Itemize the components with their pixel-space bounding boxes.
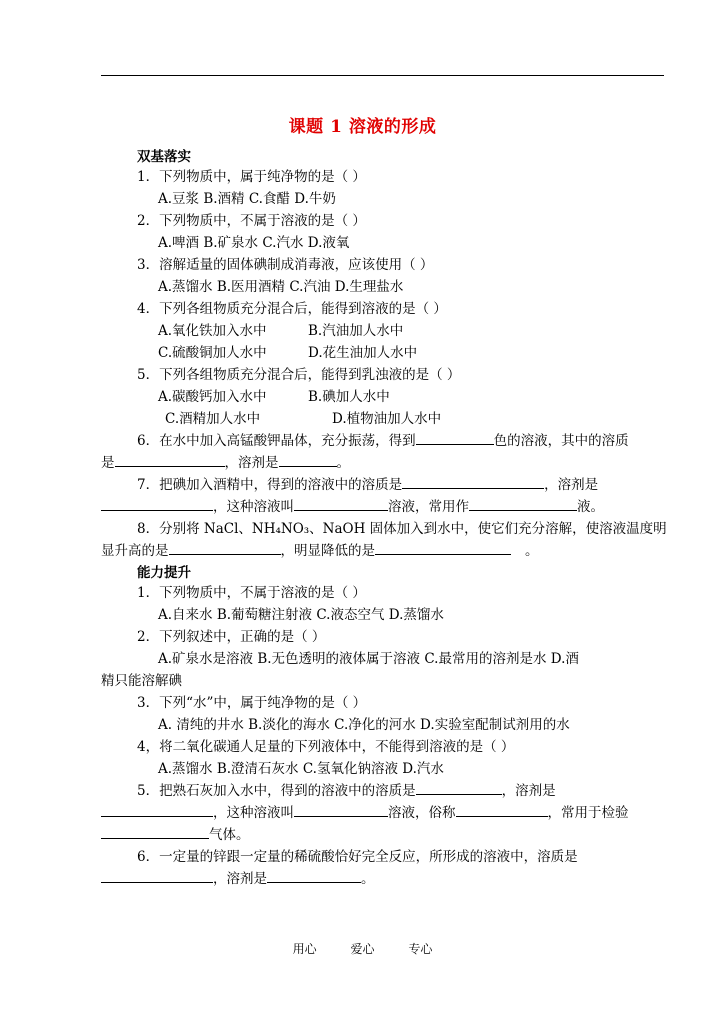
basic-q7-line2: ，这种溶液叫 溶液，常用作 液。 bbox=[101, 496, 604, 518]
basic-q3-options: A.蒸馏水 B.医用酒精 C.汽油 D.生理盐水 bbox=[158, 279, 404, 295]
answer-blank[interactable] bbox=[416, 431, 494, 445]
advanced-q1-options: A.自来水 B.葡萄糖注射液 C.液态空气 D.蒸馏水 bbox=[158, 607, 444, 623]
advanced-q2-options: A.矿泉水是溶液 B.无色透明的液体属于溶液 C.最常用的溶剂是水 D.酒 bbox=[158, 651, 579, 667]
advanced-q4-options: A.蒸馏水 B.澄清石灰水 C.氢氧化钠溶液 D.汽水 bbox=[158, 761, 444, 777]
advanced-q1: 1．下列物质中，不属于溶液的是（ ） bbox=[137, 585, 366, 601]
answer-blank[interactable] bbox=[101, 825, 209, 839]
advanced-q4: 4，将二氧化碳通人足量的下列液体中，不能得到溶液的是（ ） bbox=[137, 739, 515, 755]
basic-q6-line2: 是 ，溶剂是 。 bbox=[101, 455, 350, 471]
answer-blank[interactable] bbox=[101, 869, 213, 883]
section-heading-advanced: 能力提升 bbox=[137, 565, 191, 581]
answer-blank[interactable] bbox=[294, 803, 388, 817]
answer-blank[interactable] bbox=[402, 475, 544, 489]
basic-q8-line2: 显升高的是 ，明显降低的是 。 bbox=[101, 543, 539, 559]
section-heading-basic: 双基落实 bbox=[137, 149, 191, 165]
page-title: 课题 1 溶液的形成 bbox=[288, 117, 437, 137]
advanced-q2-continuation: 精只能溶解碘 bbox=[101, 673, 182, 689]
basic-q4-option-d: D.花生油加人水中 bbox=[308, 345, 418, 361]
answer-blank[interactable] bbox=[456, 803, 548, 817]
advanced-q5-line3: 气体。 bbox=[101, 824, 250, 846]
footer-word: 专心 bbox=[408, 942, 433, 956]
answer-blank[interactable] bbox=[101, 803, 213, 817]
answer-blank[interactable] bbox=[169, 541, 281, 555]
advanced-q2: 2．下列叙述中，正确的是（ ） bbox=[137, 629, 326, 645]
footer-word: 用心 bbox=[292, 942, 317, 956]
answer-blank[interactable] bbox=[279, 453, 337, 467]
advanced-q3-options: A. 清纯的井水 B.淡化的海水 C.净化的河水 D.实验室配制试剂用的水 bbox=[158, 717, 570, 733]
basic-q4-option-b: B.汽油加人水中 bbox=[308, 323, 404, 339]
basic-q7-line1: 7．把碘加入酒精中，得到的溶液中的溶质是 ，溶剂是 bbox=[137, 477, 599, 493]
answer-blank[interactable] bbox=[375, 541, 511, 555]
advanced-q6-line2: ，溶剂是 。 bbox=[101, 868, 375, 890]
basic-q2-options: A.啤酒 B.矿泉水 C.汽水 D.液氧 bbox=[158, 235, 350, 251]
footer-word: 爱心 bbox=[350, 942, 375, 956]
answer-blank[interactable] bbox=[469, 497, 577, 511]
basic-q5-option-c: C.酒精加人水中 bbox=[165, 411, 261, 427]
basic-q5-option-b: B.碘加人水中 bbox=[308, 389, 390, 405]
answer-blank[interactable] bbox=[267, 869, 361, 883]
basic-q5-option-d: D.植物油加人水中 bbox=[332, 411, 442, 427]
page-footer bbox=[0, 940, 725, 957]
basic-q4-option-c: C.硫酸铜加人水中 bbox=[158, 345, 267, 361]
basic-q4: 4．下列各组物质充分混合后，能得到溶液的是（ ） bbox=[137, 301, 447, 317]
header-rule bbox=[101, 75, 664, 76]
answer-blank[interactable] bbox=[416, 781, 502, 795]
basic-q1: 1．下列物质中，属于纯净物的是（ ） bbox=[137, 169, 366, 185]
advanced-q5-line1: 5．把熟石灰加入水中，得到的溶液中的溶质是 ，溶剂是 bbox=[137, 783, 556, 799]
basic-q3: 3．溶解适量的固体碘制成消毒液，应该使用（ ） bbox=[137, 257, 434, 273]
answer-blank[interactable] bbox=[115, 453, 225, 467]
basic-q6-line1: 6．在水中加入高锰酸钾晶体，充分振荡，得到 色的溶液，其中的溶质 bbox=[137, 433, 629, 449]
basic-q2: 2．下列物质中，不属于溶液的是（ ） bbox=[137, 213, 366, 229]
advanced-q5-line2: ，这种溶液叫 溶液，俗称 ，常用于检验 bbox=[101, 802, 629, 824]
basic-q5-option-a: A.碳酸钙加入水中 bbox=[158, 389, 267, 405]
basic-q8-line1: 8．分别将 NaCl、NH₄NO₃、NaOH 固体加入到水中，使它们充分溶解，使溶液温度明 bbox=[137, 521, 667, 537]
advanced-q3: 3．下列“水”中，属于纯净物的是（ ） bbox=[137, 695, 367, 711]
advanced-q6-line1: 6．一定量的锌跟一定量的稀硫酸恰好完全反应，所形成的溶液中，溶质是 bbox=[137, 849, 578, 865]
basic-q1-options: A.豆浆 B.酒精 C.食醋 D.牛奶 bbox=[158, 191, 336, 207]
answer-blank[interactable] bbox=[101, 497, 213, 511]
basic-q5: 5．下列各组物质充分混合后，能得到乳浊液的是（ ） bbox=[137, 367, 461, 383]
answer-blank[interactable] bbox=[294, 497, 388, 511]
basic-q4-option-a: A.氧化铁加入水中 bbox=[158, 323, 267, 339]
